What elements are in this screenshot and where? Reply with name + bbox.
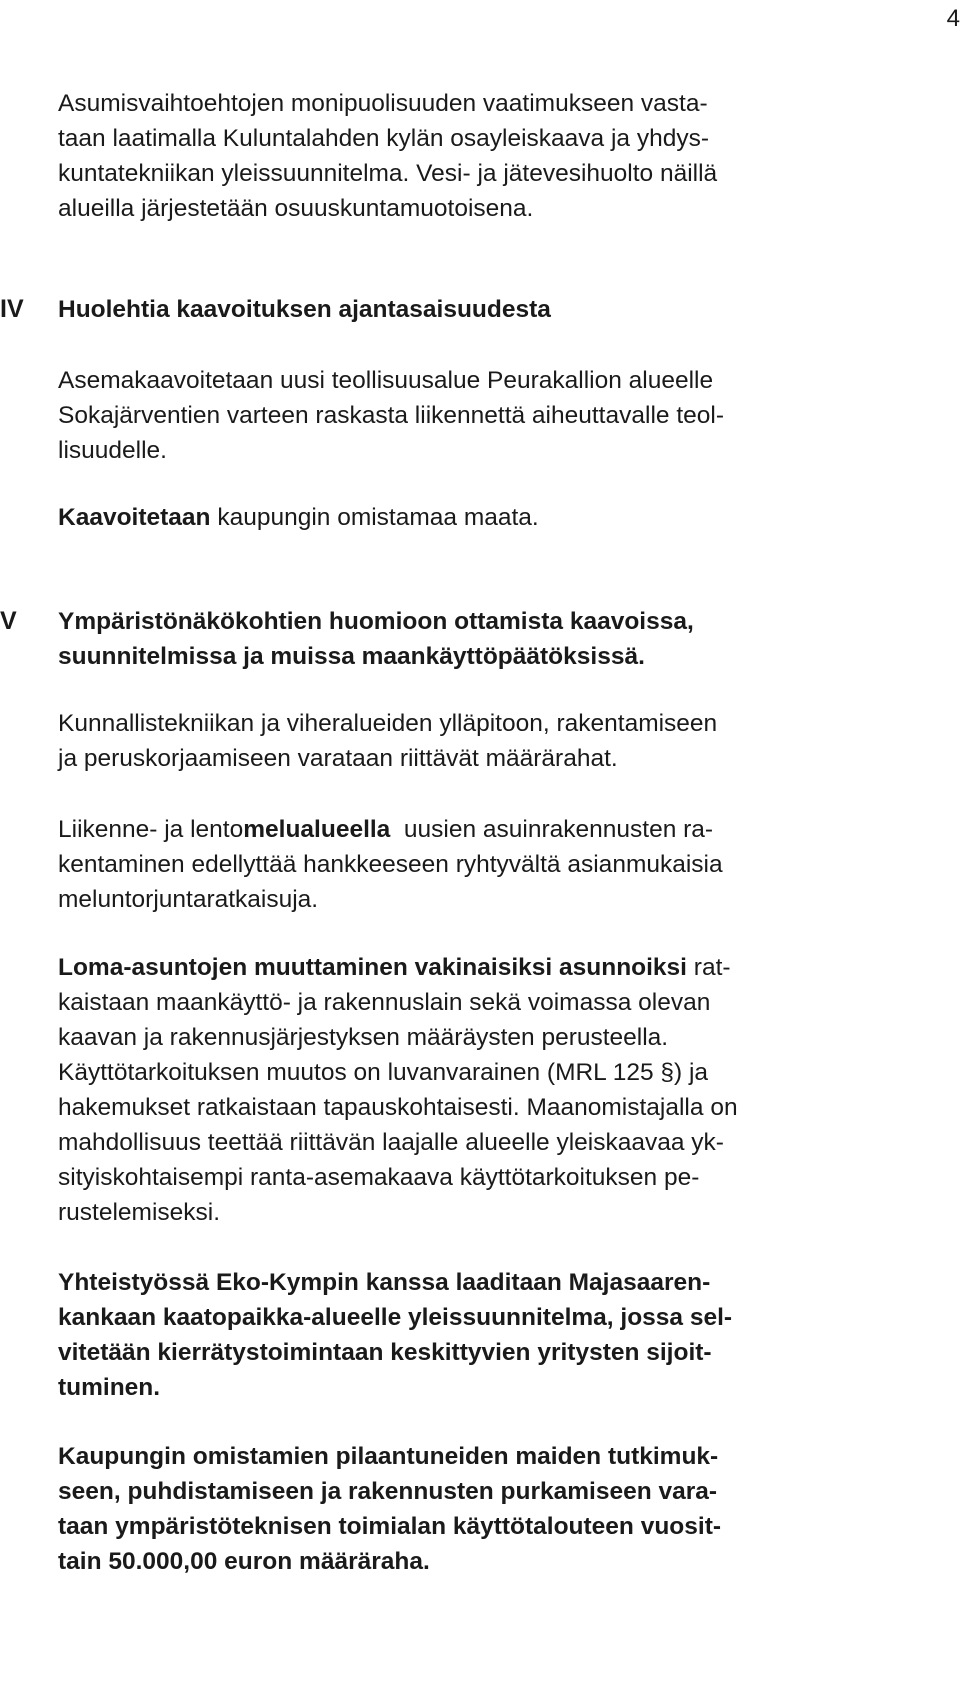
section-v-paragraph-2 xyxy=(58,812,958,917)
text-line: sityiskohtaisempi ranta-asemakaava käyttötarkoituksen pe- xyxy=(58,1164,700,1191)
text-line: vitetään kierrätystoimintaan keskittyvien yritysten sijoit- xyxy=(58,1339,712,1366)
section-v-paragraph-4 xyxy=(58,1265,958,1405)
bold-phrase: Loma-asuntojen muuttaminen vakinaisiksi asunnoiksi xyxy=(58,954,687,981)
text-line: ja peruskorjaamiseen varataan riittävät määrärahat. xyxy=(58,745,618,772)
text-line: kentaminen edellyttää hankkeeseen ryhtyvältä asianmukaisia xyxy=(58,851,723,878)
text-line: seen, puhdistamiseen ja rakennusten purkamiseen vara- xyxy=(58,1478,718,1505)
text-line: tain 50.000,00 euron määräraha. xyxy=(58,1548,430,1575)
text-line: meluntorjuntaratkaisuja. xyxy=(58,886,319,913)
text-line: Sokajärventien varteen raskasta liikennettä aiheuttavalle teol- xyxy=(58,402,724,429)
text-line: tuminen. xyxy=(58,1374,161,1401)
bold-phrase: melualueella xyxy=(243,816,391,843)
text-line: Kunnallistekniikan ja viheralueiden ylläpitoon, rakentamiseen xyxy=(58,710,718,737)
text-line xyxy=(58,500,958,535)
section-iv-paragraph-2 xyxy=(58,500,958,535)
text-run: uusien asuinrakennusten ra- xyxy=(390,816,714,843)
page-number: 4 xyxy=(946,5,960,32)
text-line: Käyttötarkoituksen muutos on luvanvarainen (MRL 125 §) ja xyxy=(58,1059,709,1086)
section-v-paragraph-1 xyxy=(58,706,958,776)
text-line: kaistaan maankäyttö- ja rakennuslain sekä voimassa olevan xyxy=(58,989,711,1016)
text-line xyxy=(58,950,958,985)
heading-line: suunnitelmissa ja muissa maankäyttöpäätöksissä. xyxy=(58,643,645,670)
text-run: kaupungin omistamaa maata. xyxy=(210,504,539,531)
section-v-paragraph-3 xyxy=(58,950,958,1230)
section-iv-paragraph-1 xyxy=(58,363,958,468)
section-v-paragraph-5 xyxy=(58,1439,958,1579)
section-iv-numeral: IV xyxy=(0,295,24,323)
text-line: rustelemiseksi. xyxy=(58,1199,221,1226)
text-line: mahdollisuus teettää riittävän laajalle alueelle yleiskaavaa yk- xyxy=(58,1129,724,1156)
text-line: kuntatekniikan yleissuunnitelma. Vesi- ja jätevesihuolto näillä xyxy=(58,160,718,187)
text-line: kaavan ja rakennusjärjestyksen määräysten perusteella. xyxy=(58,1024,669,1051)
text-line xyxy=(58,812,958,847)
text-run: Liikenne- ja lento xyxy=(58,816,244,843)
text-line: kankaan kaatopaikka-alueelle yleissuunnitelma, jossa sel- xyxy=(58,1304,733,1331)
text-run: rat- xyxy=(687,954,731,981)
text-line: Asemakaavoitetaan uusi teollisuusalue Peurakallion alueelle xyxy=(58,367,714,394)
section-v-numeral: V xyxy=(0,607,17,635)
text-line: Asumisvaihtoehtojen monipuolisuuden vaatimukseen vasta- xyxy=(58,90,708,117)
section-iv-heading: Huolehtia kaavoituksen ajantasaisuudesta xyxy=(58,296,551,323)
section-v-heading xyxy=(58,604,958,674)
text-line: taan ympäristöteknisen toimialan käyttötalouteen vuosit- xyxy=(58,1513,722,1540)
text-line: hakemukset ratkaistaan tapauskohtaisesti. Maanomistajalla on xyxy=(58,1094,738,1121)
bold-phrase: Kaavoitetaan xyxy=(58,504,211,531)
text-line: taan laatimalla Kuluntalahden kylän osayleiskaava ja yhdys- xyxy=(58,125,709,152)
text-line: lisuudelle. xyxy=(58,437,167,464)
intro-paragraph xyxy=(58,86,958,226)
text-line: Yhteistyössä Eko-Kympin kanssa laaditaan Majasaaren- xyxy=(58,1269,711,1296)
heading-line: Ympäristönäkökohtien huomioon ottamista kaavoissa, xyxy=(58,608,694,635)
text-line: alueilla järjestetään osuuskuntamuotoisena. xyxy=(58,195,534,222)
text-line: Kaupungin omistamien pilaantuneiden maiden tutkimuk- xyxy=(58,1443,719,1470)
